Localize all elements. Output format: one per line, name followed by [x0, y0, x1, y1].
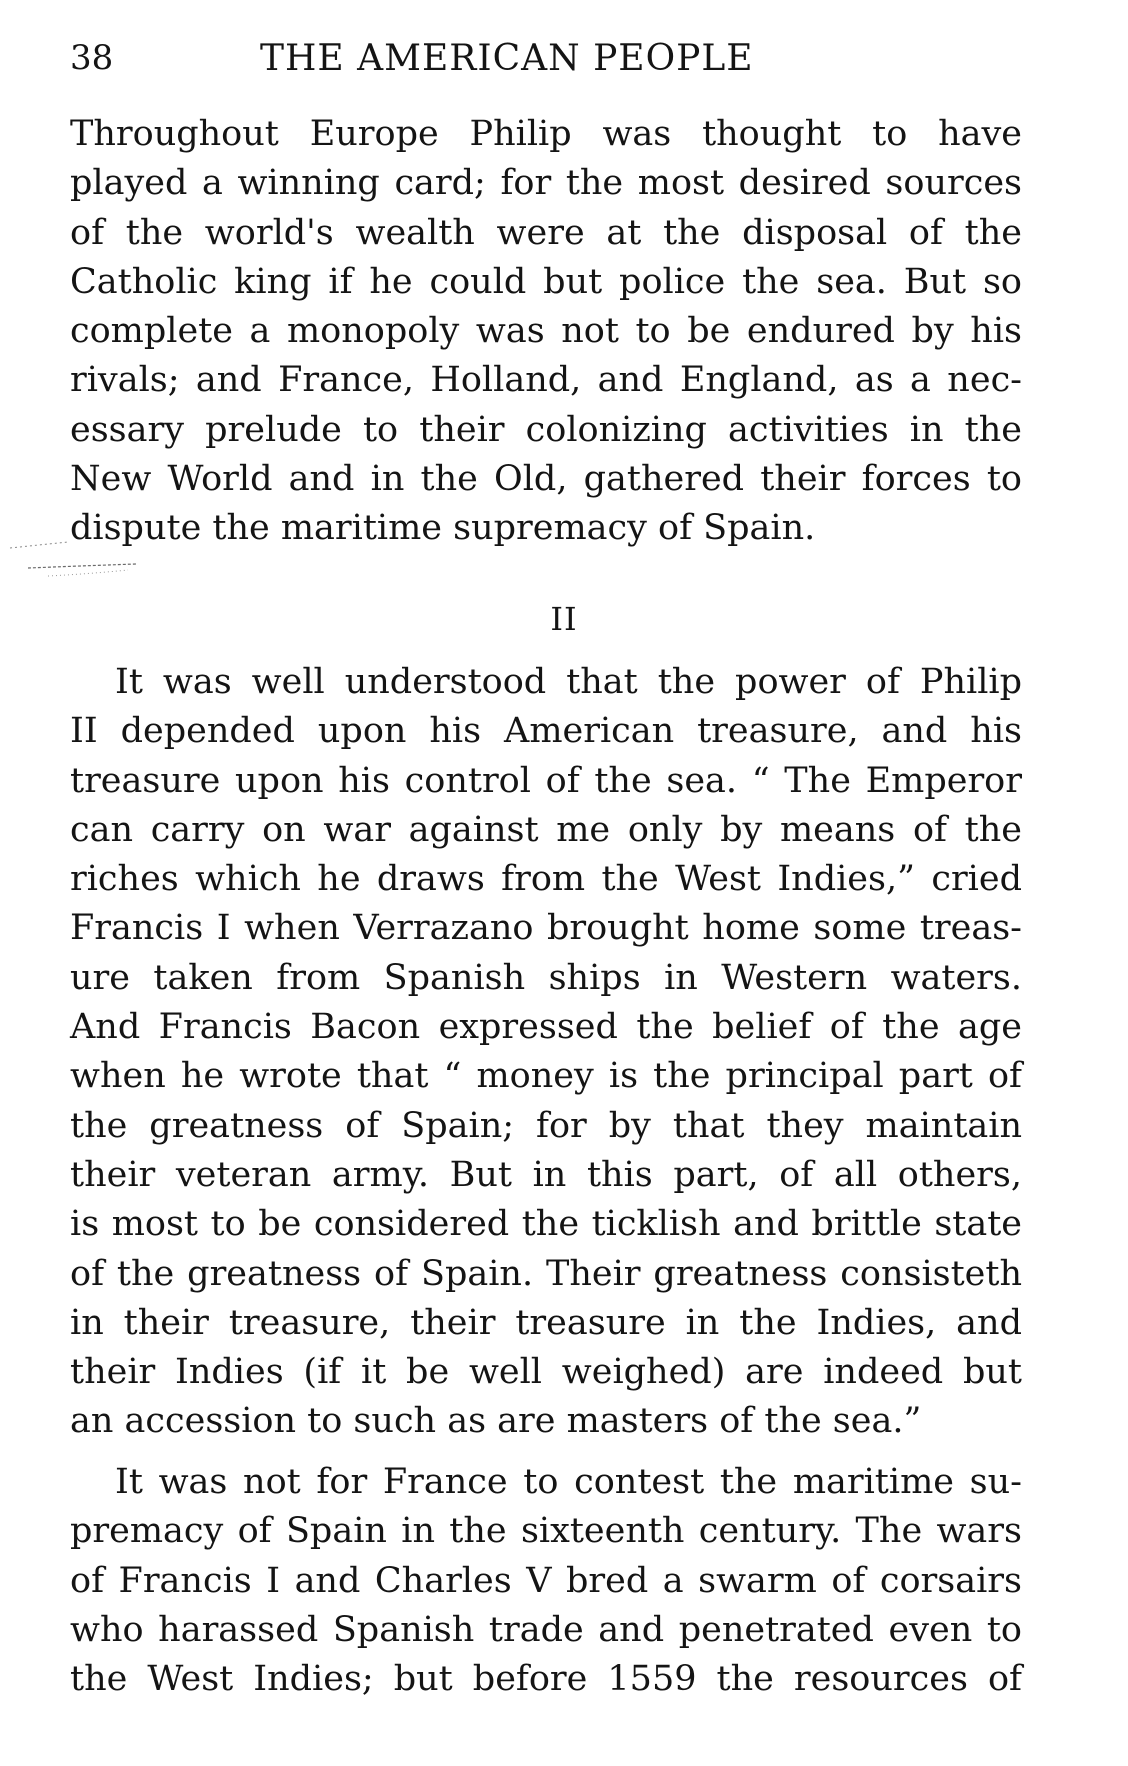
text-line: of Francis I and Charles V bred a swarm of corsairs [70, 1560, 1022, 1601]
text-line: of the world's wealth were at the disposal of the [70, 212, 1022, 253]
running-title: THE AMERICAN PEOPLE [260, 38, 754, 79]
text-line: is most to be considered the ticklish and brittle state [70, 1204, 1022, 1245]
text-line: Catholic king if he could but police the sea. But so [70, 261, 1022, 302]
text-line: when he wrote that “ money is the principal part of [70, 1056, 1022, 1097]
text-line: of the greatness of Spain. Their greatness consisteth [70, 1253, 1022, 1294]
running-head [70, 30, 1020, 90]
text-line: And Francis Bacon expressed the belief of the age [70, 1007, 1022, 1048]
text-line: ure taken from Spanish ships in Western waters. [70, 957, 1022, 998]
text-line: who harassed Spanish trade and penetrated even to [70, 1609, 1022, 1650]
text-line: It was well understood that the power of Philip [115, 662, 1022, 702]
text-line: the West Indies; but before 1559 the resources of [70, 1659, 1022, 1700]
paragraph-2 [70, 658, 1022, 1447]
text-line: premacy of Spain in the sixteenth century. The wars [70, 1511, 1022, 1552]
text-line: rivals; and France, Holland, and England, as a nec- [70, 360, 1022, 401]
text-line: It was not for France to contest the maritime su- [115, 1462, 1022, 1502]
text-line: can carry on war against me only by means of the [70, 809, 1022, 850]
margin-pencil-mark [8, 540, 148, 580]
text-line: riches which he draws from the West Indies,” cried [70, 859, 1022, 900]
text-line: their Indies (if it be well weighed) are indeed but [70, 1352, 1022, 1393]
text-line: their veteran army. But in this part, of all others, [70, 1154, 1022, 1195]
text-line: played a winning card; for the most desired sources [70, 163, 1022, 204]
text-line: dispute the maritime supremacy of Spain. [70, 508, 816, 549]
text-line: treasure upon his control of the sea. “ The Emperor [70, 760, 1022, 801]
paragraph-1 [70, 110, 1022, 554]
text-line: Francis I when Verrazano brought home some treas- [70, 908, 1022, 949]
text-line: Throughout Europe Philip was thought to have [70, 114, 1022, 154]
text-line: essary prelude to their colonizing activities in the [70, 409, 1022, 450]
text-line: an accession to such as are masters of the sea.” [70, 1401, 922, 1442]
text-line: in their treasure, their treasure in the Indies, and [70, 1302, 1022, 1343]
section-heading: II [550, 600, 578, 638]
text-line: the greatness of Spain; for by that they maintain [70, 1105, 1022, 1146]
paragraph-3 [70, 1458, 1022, 1704]
text-line: New World and in the Old, gathered their forces to [70, 459, 1022, 500]
text-line: II depended upon his American treasure, and his [70, 711, 1022, 752]
page-number: 38 [70, 38, 114, 78]
text-line: complete a monopoly was not to be endured by his [70, 311, 1022, 352]
